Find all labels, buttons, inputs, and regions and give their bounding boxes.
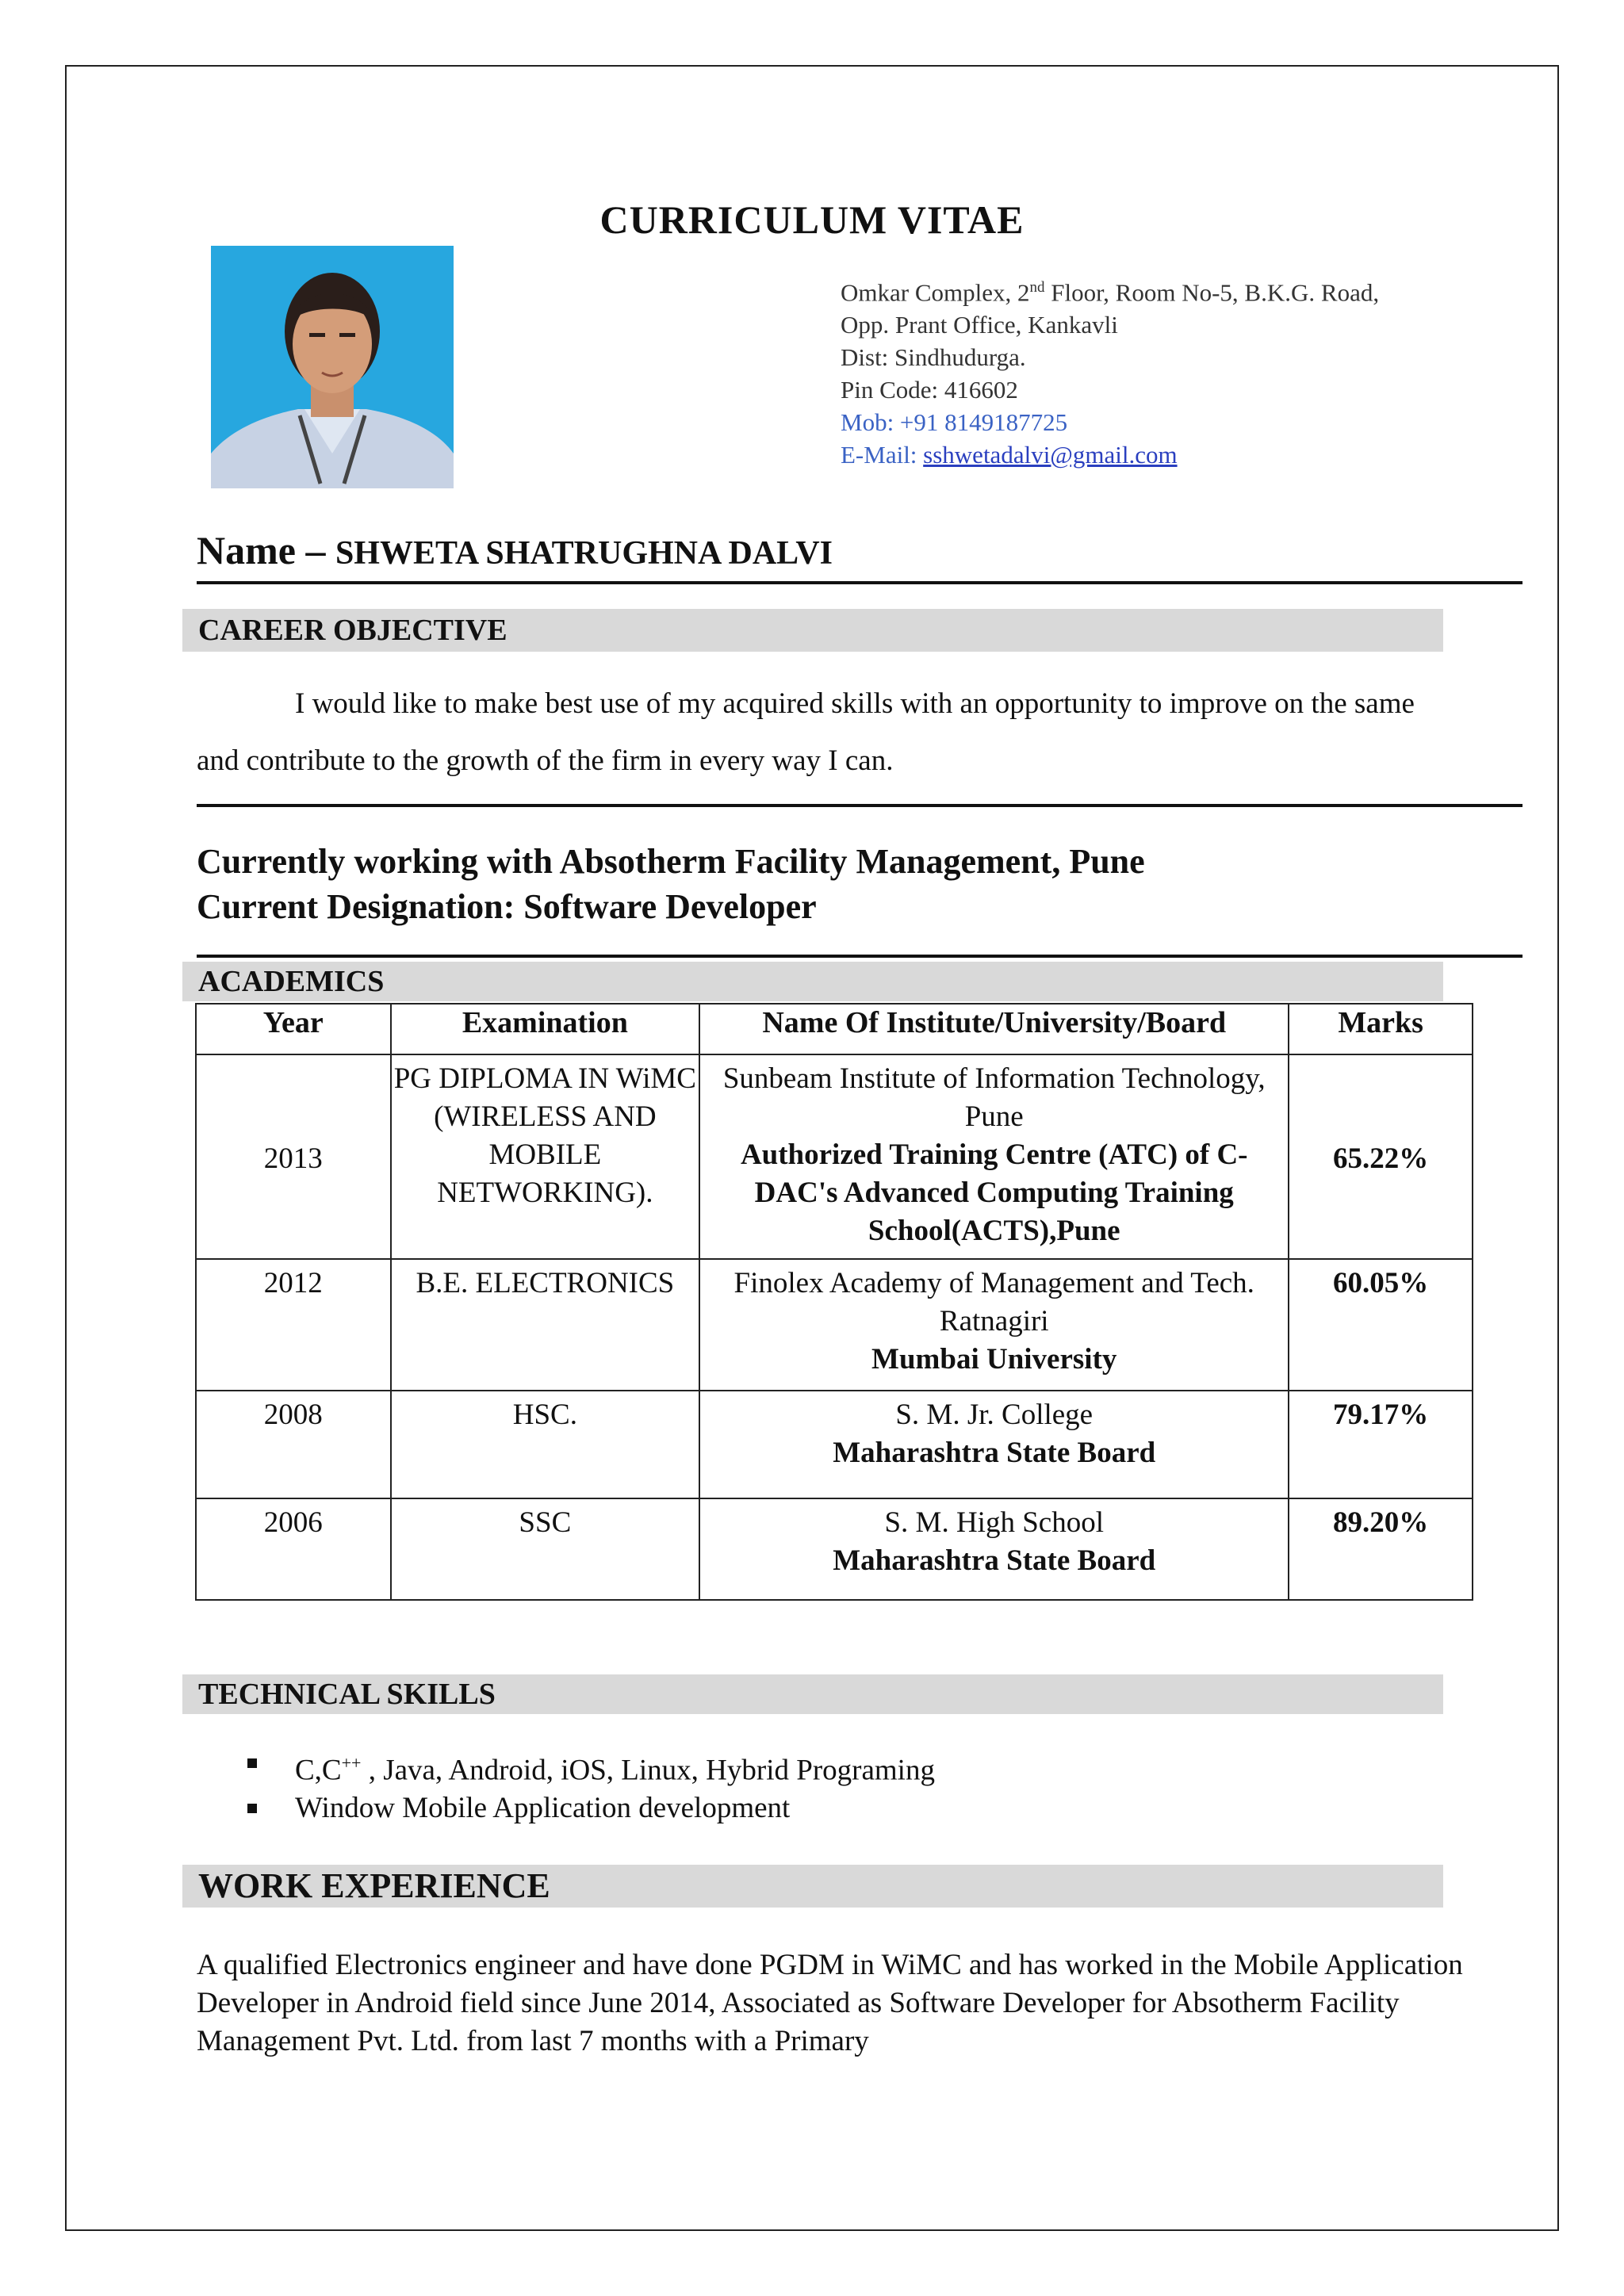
address-line-4: Pin Code: 416602 [841, 376, 1018, 404]
row-year: 2006 [196, 1498, 391, 1600]
current-employment [197, 839, 1145, 929]
row-marks: 60.05% [1289, 1259, 1473, 1391]
row-exam: B.E. ELECTRONICS [391, 1259, 700, 1391]
table-row [196, 1498, 1473, 1600]
col-institute: Name Of Institute/University/Board [699, 1004, 1289, 1054]
section-work-experience: WORK EXPERIENCE [182, 1865, 1443, 1908]
section-academics: ACADEMICS [182, 962, 1443, 1001]
section-technical-skills: TECHNICAL SKILLS [182, 1674, 1443, 1714]
email-link[interactable]: sshwetadalvi@gmail.com [923, 441, 1178, 469]
address-line-3: Dist: Sindhudurga. [841, 343, 1026, 372]
name-label: Name – [197, 528, 335, 572]
section-career-objective: CAREER OBJECTIVE [182, 609, 1443, 652]
row-marks: 89.20% [1289, 1498, 1473, 1600]
skills-list [244, 1744, 935, 1827]
address-line-1: Omkar Complex, 2nd Floor, Room No-5, B.K.G. Road, [841, 278, 1380, 307]
row-exam: SSC [391, 1498, 700, 1600]
table-row [196, 1054, 1473, 1259]
row-year: 2012 [196, 1259, 391, 1391]
candidate-name [197, 527, 833, 573]
row-year: 2008 [196, 1391, 391, 1498]
row-marks: 79.17% [1289, 1391, 1473, 1498]
row-exam: PG DIPLOMA IN WiMC (WIRELESS AND MOBILE NETWORKING). [391, 1054, 700, 1259]
table-row [196, 1391, 1473, 1498]
divider-career [197, 804, 1522, 807]
row-exam: HSC. [391, 1391, 700, 1498]
mobile-number: Mob: +91 8149187725 [841, 408, 1068, 437]
profile-photo [211, 246, 454, 488]
list-item: C,C++ , Java, Android, iOS, Linux, Hybrid Programing [244, 1744, 935, 1789]
col-examination: Examination [391, 1004, 700, 1054]
current-designation: Current Designation: Software Developer [197, 887, 817, 926]
document-title: CURRICULUM VITAE [599, 197, 1025, 242]
address-line-2: Opp. Prant Office, Kankavli [841, 311, 1118, 339]
academics-header-row [196, 1004, 1473, 1054]
current-company: Currently working with Absotherm Facility Management, Pune [197, 842, 1145, 881]
row-institute: S. M. Jr. College Maharashtra State Board [699, 1391, 1289, 1498]
name-value: SHWETA SHATRUGHNA DALVI [335, 535, 833, 572]
divider-current [197, 955, 1522, 958]
career-objective-text: I would like to make best use of my acquired skills with an opportunity to improve on the same and contribute to the growth of the firm in every way I can. [197, 687, 1415, 777]
contact-address [841, 271, 1379, 471]
row-institute: S. M. High School Maharashtra State Board [699, 1498, 1289, 1600]
list-item: Window Mobile Application development [244, 1789, 935, 1827]
email-line: E-Mail: sshwetadalvi@gmail.com [841, 441, 1178, 469]
profile-photo-illustration [211, 246, 454, 488]
row-institute: Finolex Academy of Management and Tech. Ratnagiri Mumbai University [699, 1259, 1289, 1391]
row-year: 2013 [196, 1054, 391, 1259]
work-experience-text: A qualified Electronics engineer and have done PGDM in WiMC and has worked in the Mobile Application Developer in Android field since June 2014, Associated as Software Developer for Absotherm Facility Management Pvt. Ltd. from last 7 months with a Primary [197, 1949, 1463, 2057]
academics-table [195, 1003, 1473, 1601]
divider-name [197, 581, 1522, 584]
col-year: Year [196, 1004, 391, 1054]
col-marks: Marks [1289, 1004, 1473, 1054]
row-institute: Sunbeam Institute of Information Technology, Pune Authorized Training Centre (ATC) of C-DAC's Advanced Computing Training School(ACTS),Pune [699, 1054, 1289, 1259]
row-marks: 65.22% [1289, 1054, 1473, 1259]
table-row [196, 1259, 1473, 1391]
